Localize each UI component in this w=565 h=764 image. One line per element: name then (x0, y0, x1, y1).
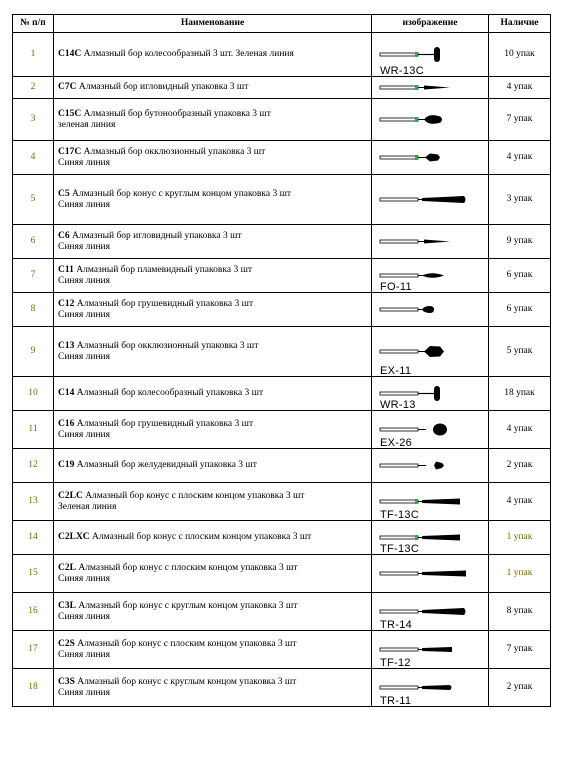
table-row (13, 141, 551, 175)
product-image-cell (372, 99, 489, 141)
table-row (13, 593, 551, 631)
bur-model-label: EX-26 (380, 437, 413, 449)
product-name-cell (54, 377, 372, 411)
row-number: 4 (13, 141, 54, 175)
stock-quantity: 18 упак (489, 377, 551, 411)
stock-quantity: 6 упак (489, 259, 551, 293)
row-number: 8 (13, 293, 54, 327)
product-name-cell (54, 593, 372, 631)
product-line-color: Синяя линия (58, 687, 110, 698)
product-image-cell (372, 555, 489, 593)
product-description: Алмазный бор конус с плоским концом упаковка 3 шт (77, 638, 297, 649)
product-code: C11 (58, 264, 74, 275)
product-description: Алмазный бор колесообразный упаковка 3 шт (76, 388, 264, 398)
product-description: Алмазный бор пламевидный упаковка 3 шт (76, 264, 253, 275)
table-row (13, 555, 551, 593)
product-description: Алмазный бор желудевидный упаковка 3 шт (76, 460, 257, 470)
stock-quantity: 4 упак (489, 77, 551, 99)
row-number: 2 (13, 77, 54, 99)
product-name-cell (54, 631, 372, 669)
product-code: C3L (58, 600, 76, 611)
product-description: Алмазный бор конус с плоским концом упаковка 3 шт (78, 562, 298, 573)
row-number: 10 (13, 377, 54, 411)
stock-quantity: 4 упак (489, 411, 551, 449)
table-row (13, 77, 551, 99)
bur-image (378, 42, 460, 68)
product-image-cell (372, 669, 489, 707)
product-line-color: Зеленая линия (58, 501, 117, 512)
stock-quantity: 3 упак (489, 175, 551, 225)
product-description: Алмазный бор конус с плоским концом упаковка 3 шт (85, 490, 305, 501)
table-row (13, 327, 551, 377)
product-line-color: Синяя линия (58, 649, 110, 660)
product-code: C5 (58, 188, 70, 199)
product-name-cell (54, 327, 372, 377)
product-name-cell (54, 77, 372, 99)
table-row (13, 411, 551, 449)
product-code: C17C (58, 146, 82, 157)
product-line-color: Синяя линия (58, 429, 110, 440)
stock-quantity: 6 упак (489, 293, 551, 327)
product-code: C2LC (58, 490, 83, 501)
product-image-cell (372, 483, 489, 521)
col-header-image: изображение (372, 15, 489, 33)
product-code: C2S (58, 638, 75, 649)
product-name-cell (54, 225, 372, 259)
product-line-color: Синяя линия (58, 309, 110, 320)
table-row (13, 449, 551, 483)
product-image-cell (372, 259, 489, 293)
bur-image (378, 75, 460, 101)
product-name-cell (54, 411, 372, 449)
row-number: 6 (13, 225, 54, 259)
product-code: C14 (58, 388, 75, 398)
stock-quantity: 1 упак (489, 521, 551, 555)
product-image-cell (372, 141, 489, 175)
product-code: C12 (58, 298, 75, 309)
bur-model-label: WR-13C (380, 65, 424, 77)
product-line-color: Синяя линия (58, 241, 110, 252)
table-row (13, 225, 551, 259)
product-name-cell (54, 669, 372, 707)
row-number: 18 (13, 669, 54, 707)
bur-image (378, 453, 460, 479)
product-name-cell (54, 555, 372, 593)
table-row (13, 483, 551, 521)
product-image-cell (372, 631, 489, 669)
row-number: 13 (13, 483, 54, 521)
product-name-cell (54, 99, 372, 141)
product-code: C16 (58, 418, 75, 429)
bur-model-label: EX-11 (380, 365, 412, 377)
product-image-cell (372, 411, 489, 449)
product-name-cell (54, 521, 372, 555)
bur-image (378, 561, 460, 587)
product-image-cell (372, 225, 489, 259)
bur-model-label: TR-14 (380, 619, 413, 631)
table-row (13, 521, 551, 555)
product-code: C7C (58, 82, 77, 92)
row-number: 14 (13, 521, 54, 555)
row-number: 1 (13, 33, 54, 77)
bur-image (378, 339, 460, 365)
product-description: Алмазный бор конус с круглым концом упаковка 3 шт (72, 188, 292, 199)
table-header-row (13, 15, 551, 33)
row-number: 11 (13, 411, 54, 449)
product-line-color: Синяя линия (58, 199, 110, 210)
row-number: 16 (13, 593, 54, 631)
bur-model-label: WR-13 (380, 399, 416, 411)
product-image-cell (372, 327, 489, 377)
table-row (13, 377, 551, 411)
col-header-num: № п/п (13, 15, 54, 33)
stock-quantity: 9 упак (489, 225, 551, 259)
bur-model-label: TF-12 (380, 657, 411, 669)
bur-model-label: FO-11 (380, 281, 412, 293)
product-image-cell (372, 175, 489, 225)
product-line-color: зеленая линия (58, 119, 116, 130)
table-row (13, 259, 551, 293)
product-image-cell (372, 377, 489, 411)
table-row (13, 99, 551, 141)
product-description: Алмазный бор окклюзионный упаковка 3 шт (76, 340, 259, 351)
stock-quantity: 2 упак (489, 449, 551, 483)
row-number: 12 (13, 449, 54, 483)
bur-image (378, 107, 460, 133)
product-line-color: Синяя линия (58, 157, 110, 168)
product-code: C6 (58, 230, 70, 241)
stock-quantity: 1 упак (489, 555, 551, 593)
row-number: 3 (13, 99, 54, 141)
stock-quantity: 10 упак (489, 33, 551, 77)
product-description: Алмазный бор игловидный упаковка 3 шт (78, 82, 249, 92)
price-table (12, 14, 551, 707)
product-name-cell (54, 33, 372, 77)
row-number: 5 (13, 175, 54, 225)
product-name-cell (54, 141, 372, 175)
product-line-color: Синяя линия (58, 573, 110, 584)
product-image-cell (372, 449, 489, 483)
product-code: C3S (58, 676, 75, 687)
stock-quantity: 2 упак (489, 669, 551, 707)
col-header-name: Наименование (54, 15, 372, 33)
row-number: 17 (13, 631, 54, 669)
product-description: Алмазный бор конус с круглым концом упаковка 3 шт (78, 600, 298, 611)
bur-model-label: TR-11 (380, 695, 412, 707)
table-row (13, 175, 551, 225)
product-line-color: Синяя линия (58, 611, 110, 622)
stock-quantity: 4 упак (489, 483, 551, 521)
table-row (13, 631, 551, 669)
product-description: Алмазный бор грушевидный упаковка 3 шт (76, 418, 254, 429)
product-description: Алмазный бор конус с круглым концом упаковка 3 шт (77, 676, 297, 687)
bur-model-label: TF-13C (380, 509, 420, 521)
bur-image (378, 297, 460, 323)
stock-quantity: 7 упак (489, 99, 551, 141)
product-image-cell (372, 293, 489, 327)
col-header-stock: Наличие (489, 15, 551, 33)
product-name-cell (54, 293, 372, 327)
bur-image (378, 145, 460, 171)
stock-quantity: 4 упак (489, 141, 551, 175)
bur-image (378, 229, 460, 255)
product-name-cell (54, 259, 372, 293)
product-name-cell (54, 449, 372, 483)
stock-quantity: 7 упак (489, 631, 551, 669)
product-name-cell (54, 483, 372, 521)
product-code: C13 (58, 340, 75, 351)
stock-quantity: 5 упак (489, 327, 551, 377)
product-code: C19 (58, 460, 75, 470)
product-code: C14C (58, 49, 82, 59)
product-line-color: Синяя линия (58, 275, 110, 286)
stock-quantity: 8 упак (489, 593, 551, 631)
table-row (13, 669, 551, 707)
product-description: Алмазный бор бутонообразный упаковка 3 шт (83, 108, 271, 119)
product-image-cell (372, 593, 489, 631)
row-number: 15 (13, 555, 54, 593)
product-code: C15C (58, 108, 82, 119)
product-code: C2L (58, 562, 76, 573)
table-row (13, 33, 551, 77)
bur-image (378, 187, 460, 213)
product-image-cell (372, 33, 489, 77)
bur-model-label: TF-13C (380, 543, 420, 555)
product-description: Алмазный бор окклюзионный упаковка 3 шт (83, 146, 266, 157)
row-number: 9 (13, 327, 54, 377)
product-image-cell (372, 77, 489, 99)
product-line-color: Синяя линия (58, 351, 110, 362)
product-description: Алмазный бор грушевидный упаковка 3 шт (76, 298, 254, 309)
product-name-cell (54, 175, 372, 225)
row-number: 7 (13, 259, 54, 293)
product-image-cell (372, 521, 489, 555)
product-description: Алмазный бор игловидный упаковка 3 шт (72, 230, 242, 241)
table-row (13, 293, 551, 327)
product-description: Алмазный бор колесообразный 3 шт. Зеленая линия (83, 49, 294, 59)
product-code: C2LXC (58, 532, 90, 542)
product-description: Алмазный бор конус с плоским концом упаковка 3 шт (92, 532, 312, 542)
